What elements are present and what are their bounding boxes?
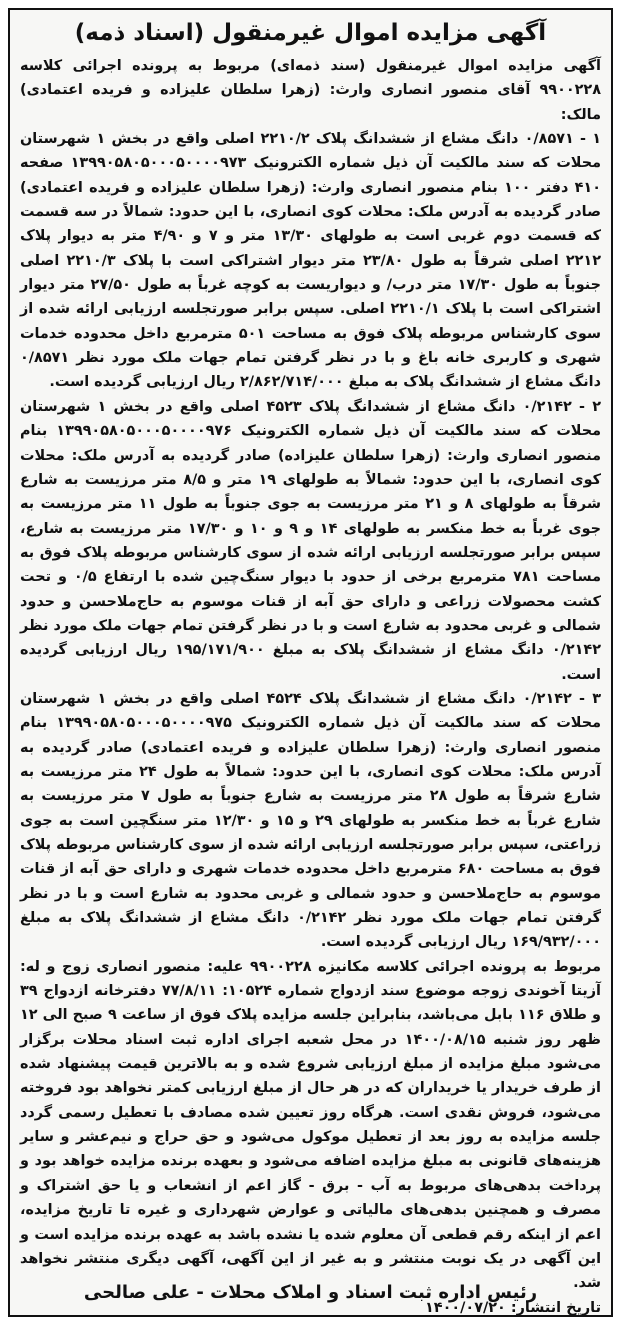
item-3-paragraph: ۳ - ۰/۲۱۴۲ دانگ مشاع از ششدانگ پلاک ۴۵۲۴ اصلی واقع در بخش ۱ شهرستان محلات که سند مالکیت آن ذیل شماره الکترونیک ۱۳۹۹۰۵۸۰۵۰۰۰۵۰۰۰۰۹۷۵ بنام منصور انصاری وارث: (زهرا سلطان علیزاده و فریده اعتمادی) صادر گردیده به آدرس ملک: محلات کوی انصاری، با این حدود: شمالاً به طول ۲۴ متر مرزیست به شارع شرقاً به طول ۲۸ متر مرزیست به شارع جنوباً به طول ۷ متر مرزیست به شارع غرباً به خط منکسر به طولهای ۲۹ و ۱۵ و ۱۲/۳۰ متر سنگچین است به جوی زراعتی، سپس برابر صورتجلسه ارزیابی ارائه شده از سوی کارشناس مربوطه پلاک فوق به مساحت ۶۸۰ مترمربع داخل محدوده خدمات شهری و دارای حق آبه از قنات موسوم به حاج‌ملاحسن و حدود شمالی و غربی محدود به شارع است و با در نظر گرفتن تمام جهات ملک مورد نظر ۰/۲۱۴۲ دانگ مشاع از ششدانگ پلاک به مبلغ ۱۶۹/۹۳۲/۰۰۰ ریال ارزیابی گردیده است. <box>20 690 601 951</box>
intro-paragraph: آگهی مزایده اموال غیرمنقول (سند ذمه‌ای) مربوط به پرونده اجرائی کلاسه ۹۹۰۰۲۲۸ آقای منصور انصاری وارث: (زهرا سلطان علیزاده و فریده اعتمادی) مالک: <box>20 58 601 123</box>
auction-notice <box>8 8 613 1317</box>
publish-date-label: تاریخ انتشار: <box>510 1299 601 1316</box>
item-1-paragraph: ۱ - ۰/۸۵۷۱ دانگ مشاع از ششدانگ پلاک ۲۲۱۰/۲ اصلی واقع در بخش ۱ شهرستان محلات که سند مالکیت آن ذیل شماره الکترونیک ۱۳۹۹۰۵۸۰۵۰۰۰۵۰۰۰۰۹۷۳ صفحه ۴۱۰ دفتر ۱۰۰ بنام منصور انصاری وارث: (زهرا سلطان علیزاده و فریده اعتمادی) صادر گردیده به آدرس ملک: محلات کوی انصاری، با این حدود: شمالاً در سه قسمت که قسمت دوم غربی است به طولهای ۱۳/۳۰ متر و ۷ و ۴/۹۰ متر به دیوار پلاک ۲۲۱۲ اصلی شرقاً به طول ۲۳/۸۰ متر دیوار اشتراکی است با پلاک ۲۲۱۰/۳ اصلی جنوباً به طول ۱۷/۳۰ متر درب/ و دیواریست به کوچه غرباً به طول ۲۷/۵۰ متر دیوار اشتراکی است با پلاک ۲۲۱۰/۱ اصلی. سپس برابر صورتجلسه ارزیابی ارائه شده از سوی کارشناس مربوطه پلاک فوق به مساحت ۵۰۱ مترمربع داخل محدوده خدمات شهری و کاربری خانه باغ و با در نظر گرفتن تمام جهات ملک مورد نظر ۰/۸۵۷۱ دانگ مشاع از ششدانگ پلاک به مبلغ ۲/۸۶۲/۷۱۴/۰۰۰ ریال ارزیابی گردیده است. <box>20 131 602 391</box>
signature: رئیس اداره ثبت اسناد و املاک محلات - علی صالحی <box>83 1282 538 1303</box>
item-2-paragraph: ۲ - ۰/۲۱۴۲ دانگ مشاع از ششدانگ پلاک ۴۵۲۳ اصلی واقع در بخش ۱ شهرستان محلات که سند مالکیت آن ذیل شماره الکترونیک ۱۳۹۹۰۵۸۰۵۰۰۰۵۰۰۰۰۹۷۶ بنام منصور انصاری وارث: (زهرا سلطان علیزاده) صادر گردیده به آدرس ملک: محلات کوی انصاری، با این حدود: شمالاً به طولهای ۱۹ متر و ۸/۵ متر مرزیست به شارع شرقاً به طولهای ۸ و ۲۱ متر مرزیست به جوی جنوباً به طول ۱۱ متر مرزیست به جوی غرباً به خط منکسر به طولهای ۱۴ و ۹ و ۱۰ و ۱۷/۳۰ متر مرزیست به شارع، سپس برابر صورتجلسه ارزیابی ارائه شده از سوی کارشناس مربوطه پلاک فوق به مساحت ۷۸۱ مترمربع برخی از حدود با دیوار سنگ‌چین شده با ارتفاع ۰/۵ و تحت کشت محصولات زراعی و دارای حق آبه از قنات موسوم به حاج‌ملاحسن و حدود شمالی و غربی محدود به شارع است و با در نظر گرفتن تمام جهات ملک مورد نظر ۰/۲۱۴۲ دانگ مشاع از ششدانگ پلاک به مبلغ ۱۹۵/۱۷۱/۹۰۰ ریال ارزیابی گردیده است. <box>20 398 602 683</box>
conditions-paragraph: مربوط به پرونده اجرائی کلاسه مکانیزه ۹۹۰۰۲۲۸ علیه: منصور انصاری زوج و له: آزیتا آخوندی زوجه موضوع سند ازدواج شماره ۱۰۵۲۴: ۷۷/۸/۱۱ دفترخانه ازدواج ۳۹ و طلاق ۱۱۶ بابل می‌باشد، بنابراین جلسه مزایده پلاک فوق از ساعت ۹ صبح الی ۱۲ ظهر روز شنبه ۱۴۰۰/۰۸/۱۵ در محل شعبه اجرای اداره ثبت اسناد محلات برگزار می‌شود مبلغ مزایده از مبلغ ارزیابی شروع شده و به بالاترین قیمت پیشنهاد شده از طرف خریدار یا خریداران که در هر حال از مبلغ ارزیابی کمتر نخواهد بود فروخته می‌شود، فروش نقدی است. هرگاه روز تعیین شده مصادف با تعطیل رسمی گردد جلسه مزایده به روز بعد از تعطیل موکول می‌شود و حق حراج و نیم‌عشر و سایر هزینه‌های قانونی به مبلغ مزایده اضافه می‌شود و بعهده برنده مزایده خواهد بود و پرداخت بدهی‌های مربوط به آب - برق - گاز اعم از انشعاب و یا حق اشتراک و مصرف و همچنین بدهی‌های مالیاتی و عوارض شهرداری و غیره تا تاریخ مزایده، اعم از اینکه رقم قطعی آن معلوم شده یا نشده باشد به عهده برنده مزایده است و این آگهی در یک نوبت منتشر و به غیر از این آگهی، آگهی دیگری منتشر نخواهد شد. <box>20 958 602 1292</box>
notice-title: آگهی مزایده اموال غیرمنقول (اسناد ذمه) <box>74 20 547 46</box>
publish-date: ۱۴۰۰/۰۷/۲۰ <box>425 1299 506 1316</box>
